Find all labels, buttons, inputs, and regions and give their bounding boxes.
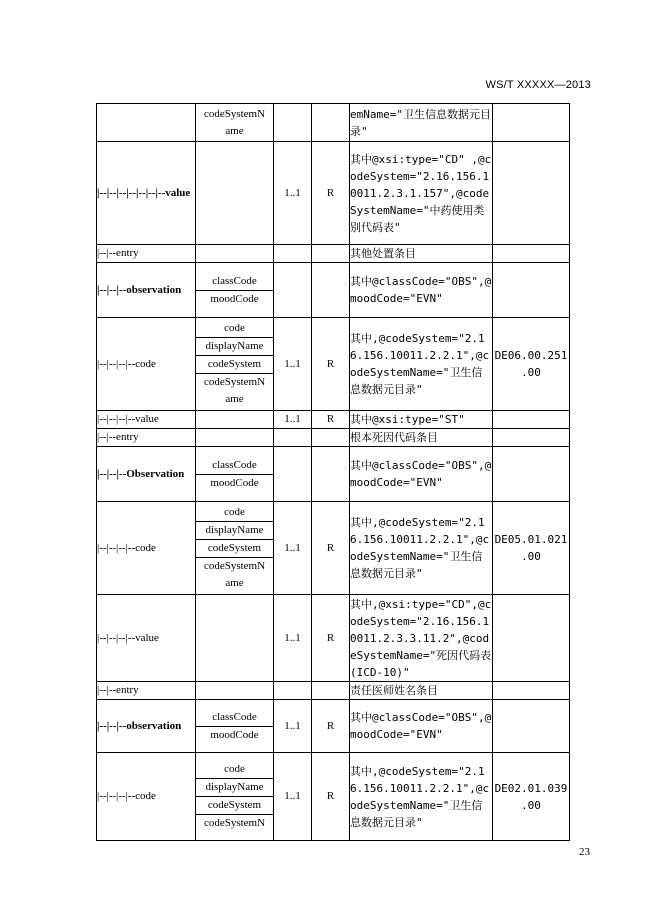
table-row <box>97 753 570 841</box>
attribute-cell: code <box>196 320 273 338</box>
table-row <box>97 429 570 447</box>
description-cell: 其中@xsi:type="ST" <box>350 411 493 429</box>
attribute-stack <box>196 447 274 502</box>
constraint-cell: R <box>312 411 350 429</box>
element-path-cell: |--|--|--|--code <box>97 502 196 595</box>
attribute-cell: moodCode <box>210 728 259 741</box>
description-cell: 其中,@codeSystem="2.16.156.10011.2.2.1",@codeSystemName="卫生信息数据元目录" <box>350 753 493 841</box>
element-path-cell: |--|--|--observation <box>97 700 196 753</box>
attribute-cell: classCode <box>196 709 273 727</box>
constraint-cell: R <box>312 595 350 682</box>
cardinality-cell: 1..1 <box>274 595 312 682</box>
description-cell: 责任医师姓名条目 <box>350 682 493 700</box>
cardinality-cell: 1..1 <box>274 318 312 411</box>
attribute-stack <box>196 753 274 841</box>
attribute-cell: codeSystemN ame <box>203 376 266 405</box>
description-cell: 其中,@codeSystem="2.16.156.10011.2.2.1",@codeSystemName="卫生信息数据元目录" <box>350 502 493 595</box>
constraint-cell: R <box>312 142 350 245</box>
attribute-cell: codeSystem <box>196 540 273 558</box>
attribute-cell: displayName <box>196 779 273 797</box>
attribute-cell: displayName <box>196 338 273 356</box>
cardinality-cell: 1..1 <box>274 700 312 753</box>
description-cell: 根本死因代码条目 <box>350 429 493 447</box>
data-element-id-cell: DE06.00.251 .00 <box>493 318 570 411</box>
constraint-cell: R <box>312 502 350 595</box>
table-row <box>97 245 570 263</box>
page-number: 23 <box>579 846 590 858</box>
constraint-cell: R <box>312 700 350 753</box>
document-header-id: WS/T XXXXX—2013 <box>485 79 591 91</box>
attribute-cell: classCode <box>196 273 273 291</box>
element-path-cell: |--|--|--|--code <box>97 318 196 411</box>
description-cell: emName="卫生信息数据元目录" <box>350 104 493 142</box>
element-path-cell: |--|--|--|--value <box>97 595 196 682</box>
table-row <box>97 142 570 245</box>
description-cell: 其中@classCode="OBS",@moodCode="EVN" <box>350 700 493 753</box>
element-path-cell: |--|--|--observation <box>97 263 196 318</box>
data-element-id-cell: DE02.01.039 .00 <box>493 753 570 841</box>
element-path-cell: |--|--|--|--value <box>97 411 196 429</box>
constraint-cell: R <box>312 318 350 411</box>
table-row <box>97 700 570 753</box>
attribute-cell: classCode <box>196 457 273 475</box>
element-path-cell: |--|--|--|--code <box>97 753 196 841</box>
element-path-cell: |--|--entry <box>97 429 196 447</box>
attribute-cell: codeSystemN <box>203 817 266 829</box>
attribute-stack <box>196 700 274 753</box>
table-row <box>97 447 570 502</box>
table-row <box>97 263 570 318</box>
attribute-stack <box>196 502 274 595</box>
table-row <box>97 318 570 411</box>
description-cell: 其中@xsi:type="CD" ,@codeSystem="2.16.156.10011.2.3.1.157",@codeSystemName="中药使用类别代码表" <box>350 142 493 245</box>
table-row <box>97 411 570 429</box>
table-row <box>97 682 570 700</box>
cardinality-cell: 1..1 <box>274 502 312 595</box>
constraint-cell: R <box>312 753 350 841</box>
attribute-cell: codeSystemN ame <box>196 104 274 142</box>
cardinality-cell: 1..1 <box>274 411 312 429</box>
description-cell: 其中,@xsi:type="CD",@codeSystem="2.16.156.10011.2.3.3.11.2",@codeSystemName="死因代码表(ICD-10)" <box>350 595 493 682</box>
element-path-cell: |--|--entry <box>97 245 196 263</box>
attribute-stack <box>196 318 274 411</box>
cardinality-cell: 1..1 <box>274 142 312 245</box>
table-row <box>97 104 570 142</box>
attribute-cell: displayName <box>196 522 273 540</box>
element-path-cell: |--|--|--Observation <box>97 447 196 502</box>
attribute-cell: moodCode <box>210 292 259 305</box>
data-element-id-cell: DE05.01.021 .00 <box>493 502 570 595</box>
element-path-cell: |--|--entry <box>97 682 196 700</box>
table-row <box>97 502 570 595</box>
attribute-cell: codeSystem <box>196 797 273 815</box>
description-cell: 其中,@codeSystem="2.16.156.10011.2.2.1",@codeSystemName="卫生信息数据元目录" <box>350 318 493 411</box>
description-cell: 其中@classCode="OBS",@moodCode="EVN" <box>350 263 493 318</box>
attribute-cell: code <box>196 504 273 522</box>
data-element-table <box>96 103 570 841</box>
element-path-cell: |--|--|--|--|--|--|--value <box>97 142 196 245</box>
attribute-cell: code <box>196 761 273 779</box>
table-row <box>97 595 570 682</box>
attribute-cell: moodCode <box>210 476 259 489</box>
cardinality-cell: 1..1 <box>274 753 312 841</box>
attribute-cell: codeSystemN ame <box>203 560 266 589</box>
description-cell: 其他处置条目 <box>350 245 493 263</box>
description-cell: 其中@classCode="OBS",@moodCode="EVN" <box>350 447 493 502</box>
attribute-cell: codeSystem <box>196 356 273 374</box>
attribute-stack <box>196 263 274 318</box>
